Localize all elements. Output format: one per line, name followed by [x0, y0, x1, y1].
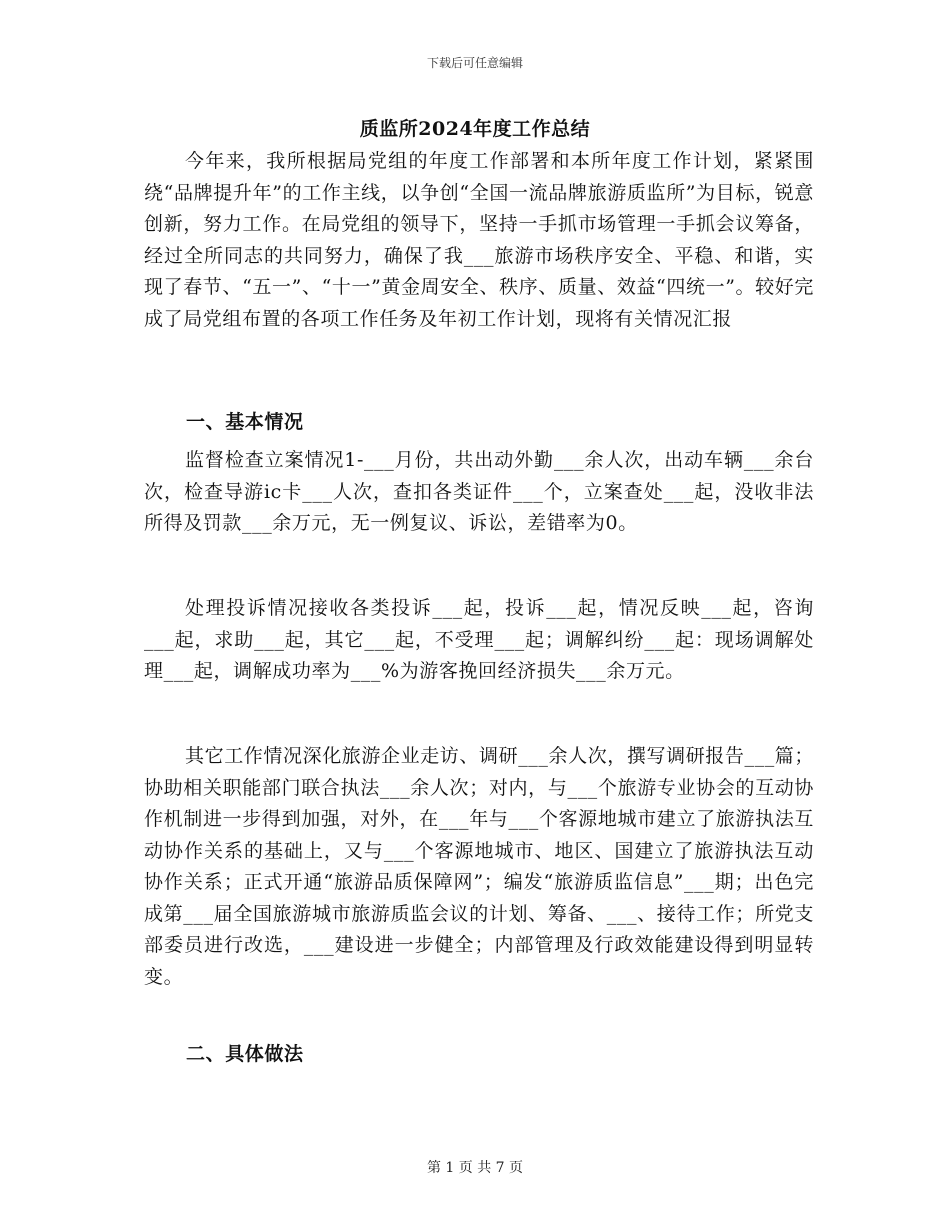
- section-heading-basic-situation: 一、基本情况: [186, 411, 304, 433]
- page-footer-number: 第 1 页 共 7 页: [426, 1160, 524, 1176]
- intro-paragraph: 今年来，我所根据局党组的年度工作部署和本所年度工作计划，紧紧围绕“品牌提升年”的工作主线，以争创“全国一流品牌旅游质监所”为目标，锐意创新，努力工作。在局党组的领导下，坚持一手抓市场管理一手抓会议筹备，经过全所同志的共同努力，确保了我___旅游市场秩序安全、平稳、和谐，实现了春节、“五一”、“十一”黄金周安全、秩序、质量、效益“四统一”。较好完成了局党组布置的各项工作任务及年初工作计划，现将有关情况汇报: [144, 150, 814, 330]
- section-heading-specific-practices: 二、具体做法: [186, 1043, 304, 1065]
- page-header-note: 下载后可任意编辑: [426, 56, 523, 70]
- other-work-paragraph: 其它工作情况深化旅游企业走访、调研___余人次，撰写调研报告___篇；协助相关职能部门联合执法___余人次；对内，与___个旅游专业协会的互动协作机制进一步得到加强，对外，在___年与___个客源地城市建立了旅游执法互动协作关系的基础上，又与___个客源地城市、地区、国建立了旅游执法互动协作关系；正式开通“旅游品质保障网”；编发“旅游质监信息”___期；出色完成第___届全国旅游城市旅游质监会议的计划、筹备、___、接待工作；所党支部委员进行改选，___建设进一步健全；内部管理及行政效能建设得到明显转变。: [144, 745, 815, 988]
- supervision-paragraph: 监督检查立案情况1-___月份，共出动外勤___余人次，出动车辆___余台次，检查导游ic卡___人次，查扣各类证件___个，立案查处___起，没收非法所得及罚款___余万元，无一例复议、诉讼，差错率为0。: [144, 449, 814, 534]
- document-title: 质监所2024年度工作总结: [359, 118, 591, 140]
- complaints-paragraph: 处理投诉情况接收各类投诉___起，投诉___起，情况反映___起，咨询___起，求助___起，其它___起，不受理___起；调解纠纷___起：现场调解处理___起，调解成功率为___%为游客挽回经济损失___余万元。: [144, 597, 814, 682]
